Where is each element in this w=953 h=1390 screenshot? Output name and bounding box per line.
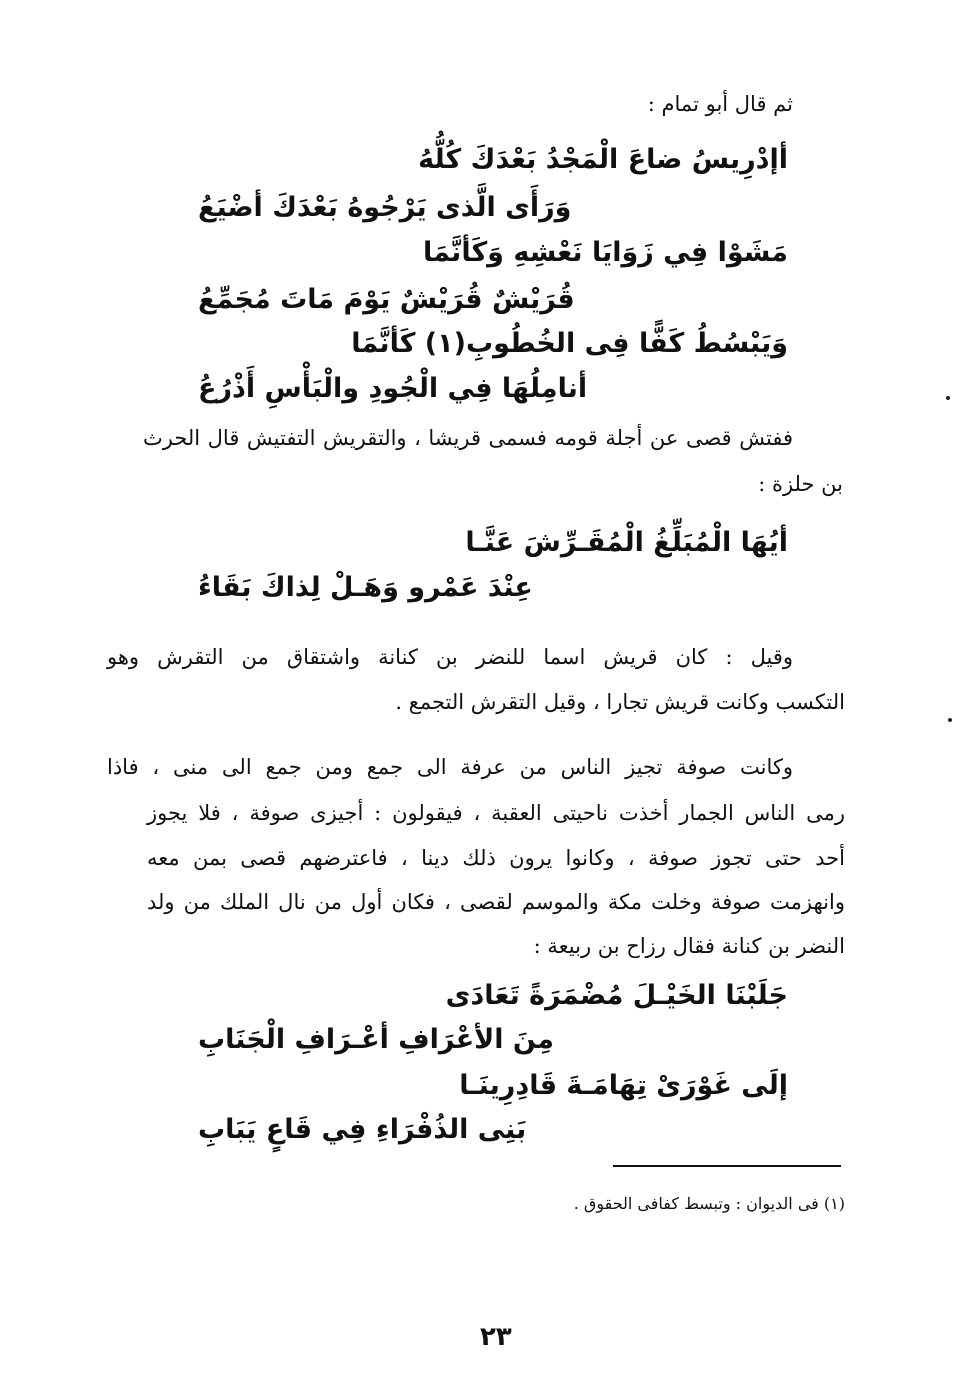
footnote: (١) فى الديوان : وتبسط كفافى الحقوق . <box>573 1194 845 1213</box>
para3-line-2: رمى الناس الجمار أخذت ناحيتى العقبة ، فيقولون : أجيزى صوفة ، فلا يجوز <box>147 801 845 825</box>
poem1-verse-1: أإدْرِيسُ ضاعَ الْمَجْدُ بَعْدَكَ كُلُّهُ <box>418 144 788 175</box>
poem2-verse-1: أيُهَا الْمُبَلِّغُ الْمُقَـرِّشَ عَنَّـا <box>465 527 788 558</box>
para3-line-5: النضر بن كنانة فقال رزاح بن ربيعة : <box>533 934 845 958</box>
poem3-verse-1: جَلَبْنَا الخَيْـلَ مُضْمَرَةً تَعَادَى <box>445 980 788 1011</box>
para2-line-1: وقيل : كان قريش اسما للنضر بن كنانة واشتقاق من التقرش وهو <box>107 645 793 669</box>
poem1-verse-4: قُرَيْشٌ قُرَيْشٌ يَوْمَ مَاتَ مُجَمِّعُ <box>198 284 575 315</box>
para3-line-3: أحد حتى تجوز صوفة ، وكانوا يرون ذلك دينا ، فاعترضهم قصى بمن معه <box>147 846 845 870</box>
scan-speck <box>948 718 952 722</box>
poem3-verse-4: بَنِى الذُفْرَاءِ فِي قَاعٍ يَبَابِ <box>198 1114 527 1145</box>
poem1-verse-5: وَيَبْسُطُ كَفًّا فِى الخُطُوبِ(١) كَأنَّمَا <box>351 328 788 359</box>
footnote-rule <box>613 1165 841 1167</box>
poem2-verse-2: عِنْدَ عَمْرو وَهَـلْ لِذاكَ بَقَاءُ <box>198 572 533 603</box>
intro-line: ثم قال أبو تمام : <box>647 92 793 116</box>
poem1-verse-3: مَشَوْا فِي زَوَايَا نَعْشِهِ وَكَأنَّمَا <box>422 237 788 268</box>
para1-line-2: بن حلزة : <box>758 472 843 496</box>
poem1-verse-6: أنامِلُهَا فِي الْجُودِ والْبَأْسِ أَذْرُعُ <box>198 373 588 404</box>
poem3-verse-3: إلَى غَوْرَىْ تِهَامَـةَ قَادِرِينَـا <box>459 1070 788 1101</box>
para2-line-2: التكسب وكانت قريش تجارا ، وقيل التقرش التجمع . <box>395 690 845 714</box>
poem3-verse-2: مِنَ الأعْرَافِ أعْـرَافِ الْجَنَابِ <box>198 1024 554 1055</box>
para3-line-1: وكانت صوفة تجيز الناس من عرفة الى جمع ومن جمع الى منى ، فاذا <box>107 755 793 779</box>
para1-line-1: ففتش قصى عن أجلة قومه فسمى قريشا ، والتقريش التفتيش قال الحرث <box>143 426 793 450</box>
poem1-verse-2: وَرَأَى الَّذى يَرْجُوهُ بَعْدَكَ أضْيَعُ <box>198 192 572 223</box>
page-number: ٢٣ <box>480 1322 512 1352</box>
scan-speck <box>946 396 950 400</box>
para3-line-4: وانهزمت صوفة وخلت مكة والموسم لقصى ، فكان أول من نال الملك من ولد <box>147 890 845 914</box>
